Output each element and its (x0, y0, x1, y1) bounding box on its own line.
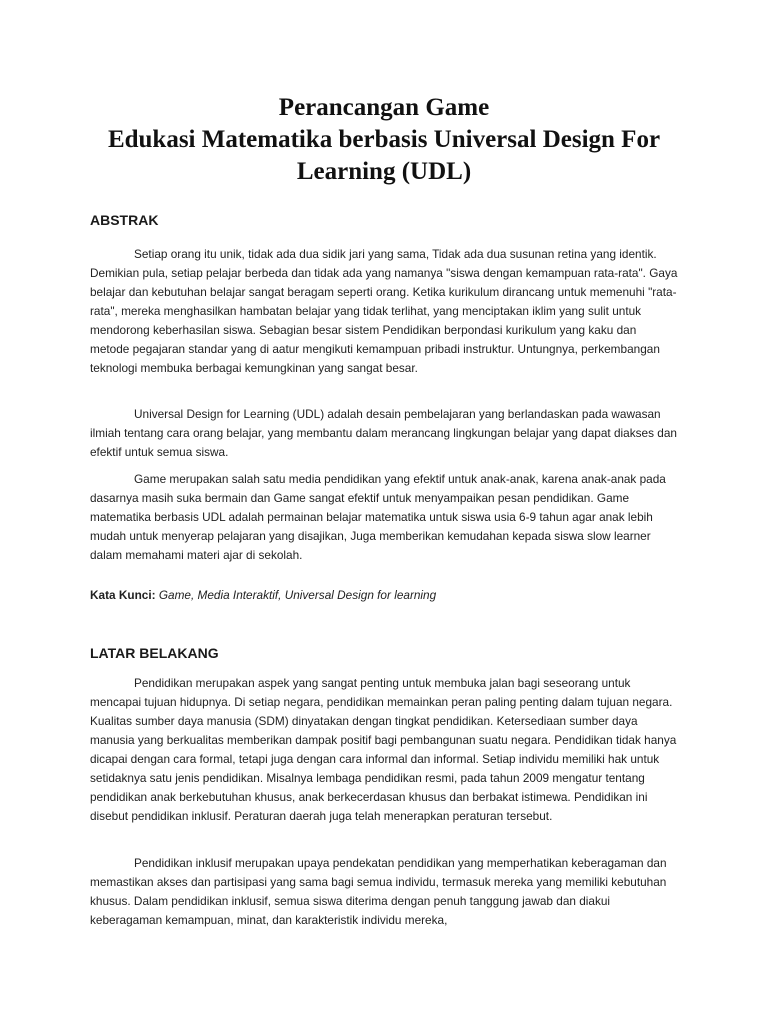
background-heading: LATAR BELAKANG (90, 645, 219, 661)
title-line-3: Learning (UDL) (296, 158, 472, 185)
title-line-2: Edukasi Matematika berbasis Universal Design For (107, 126, 661, 153)
abstract-paragraph-3: Game merupakan salah satu media pendidikan yang efektif untuk anak-anak, karena anak-anak pada dasarnya masih suka bermain dan Game sangat efektif untuk menyampaikan pesan pendidikan. Game matematika berbasis UDL adalah permainan belajar matematika untuk siswa usia 6-9 tahun agar anak lebih mudah untuk menyerap pelajaran yang disajikan, Juga memberikan kemudahan kepada siswa slow learner dalam memahami materi ajar di sekolah. (90, 472, 666, 562)
abstract-heading: ABSTRAK (90, 212, 159, 228)
background-paragraph-1: Pendidikan merupakan aspek yang sangat penting untuk membuka jalan bagi seseorang untuk mencapai tujuan hidupnya. Di setiap negara, pendidikan memainkan peran paling penting dalam tujuan negara. Kualitas sumber daya manusia (SDM) dinyatakan dengan tingkat pendidikan. Ketersediaan sumber daya manusia yang berkualitas memberikan dampak positif bagi pembangunan suatu negara. Pendidikan tidak hanya dicapai dengan cara formal, tetapi juga dengan cara informal dan informal. Setiap individu memiliki hak untuk setidaknya satu jenis pendidikan. Misalnya lembaga pendidikan resmi, pada tahun 2009 mengatur tentang pendidikan anak berkebutuhan khusus, anak berkecerdasan khusus dan berbakat istimewa. Pendidikan ini disebut pendidikan inklusif. Peraturan daerah juga telah menerapkan peraturan tersebut. (90, 676, 677, 823)
document-title (60, 92, 708, 188)
abstract-paragraph-1: Setiap orang itu unik, tidak ada dua sidik jari yang sama, Tidak ada dua susunan retina yang identik. Demikian pula, setiap pelajar berbeda dan tidak ada yang namanya "siswa dengan kemampuan rata-rata". Gaya belajar dan kebutuhan belajar sangat beragam seperti orang. Ketika kurikulum dirancang untuk memenuhi "rata-rata", mereka menghasilkan hambatan belajar yang tidak terlihat, yang menciptakan iklim yang sulit untuk mendorong keberhasilan siswa. Sebagian besar sistem Pendidikan berpondasi kurikulum yang kaku dan metode pegajaran standar yang di aatur mengikuti kemampuan pribadi instruktur. Untungnya, perkembangan teknologi membuka berbagai kemungkinan yang sangat besar. (90, 247, 678, 375)
background-paragraph-2: Pendidikan inklusif merupakan upaya pendekatan pendidikan yang memperhatikan keberagaman dan memastikan akses dan partisipasi yang sama bagi semua individu, termasuk mereka yang memiliki kebutuhan khusus. Dalam pendidikan inklusif, semua siswa diterima dengan penuh tanggung jawab dan diakui keberagaman kemampuan, minat, dan karakteristik individu mereka, (90, 856, 667, 927)
keywords-values: Game, Media Interaktif, Universal Design for learning (158, 588, 437, 602)
title-line-1: Perancangan Game (278, 94, 490, 121)
keywords-label: Kata Kunci: (90, 588, 156, 602)
abstract-paragraph-2: Universal Design for Learning (UDL) adalah desain pembelajaran yang berlandaskan pada wawasan ilmiah tentang cara orang belajar, yang membantu dalam merancang lingkungan belajar yang dapat diakses dan efektif untuk semua siswa. (90, 407, 677, 459)
keywords-line (90, 586, 436, 605)
